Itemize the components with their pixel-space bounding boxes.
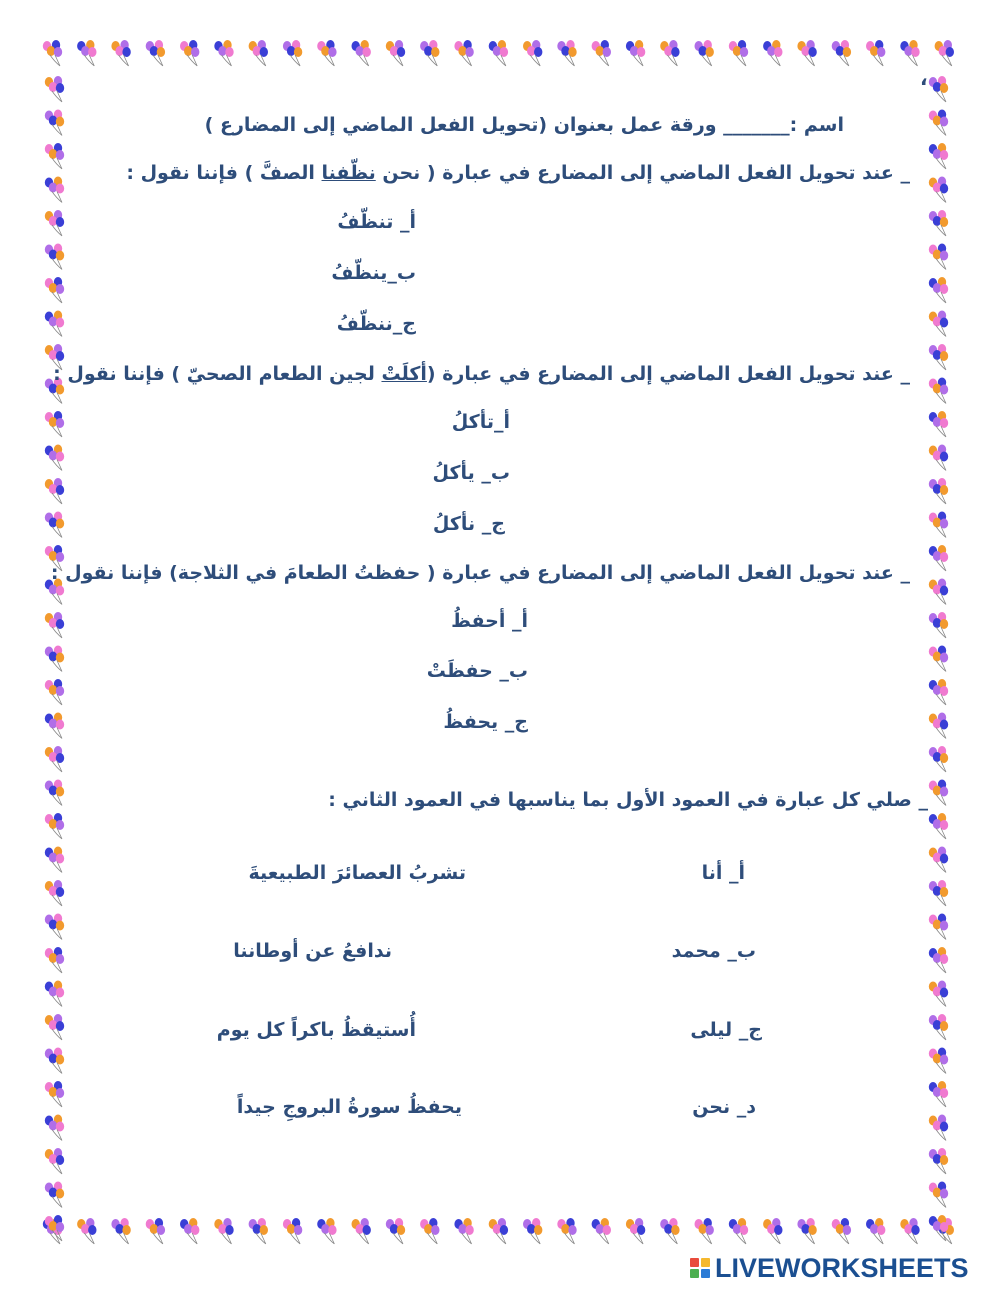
- balloon-cluster-icon: [77, 40, 96, 66]
- match-col2-item-2: ندافعُ عن أوطاننا: [233, 940, 392, 962]
- balloon-cluster-icon: [929, 914, 948, 940]
- balloon-cluster-icon: [45, 1182, 64, 1208]
- balloon-cluster-icon: [900, 40, 919, 66]
- balloon-cluster-icon: [660, 1218, 679, 1244]
- balloon-cluster-icon: [111, 40, 130, 66]
- balloon-border-left: [38, 36, 78, 1254]
- balloon-cluster-icon: [929, 981, 948, 1007]
- balloon-cluster-icon: [45, 1081, 64, 1107]
- question-2-suffix: لجين الطعام الصحيّ ) فإننا نقول :: [53, 363, 382, 385]
- balloon-cluster-icon: [146, 40, 165, 66]
- q1-option-c: ج_ننظّفُ: [336, 313, 416, 335]
- balloon-cluster-icon: [45, 445, 64, 471]
- balloon-cluster-icon: [214, 40, 233, 66]
- logo-blocks-icon: [690, 1258, 710, 1278]
- q3-option-c: ج_ يحفظُ: [443, 711, 528, 733]
- balloon-cluster-icon: [929, 545, 948, 571]
- balloon-cluster-icon: [557, 1218, 576, 1244]
- balloon-cluster-icon: [317, 40, 336, 66]
- match-col1-item-c: ج_ ليلى: [690, 1019, 762, 1041]
- balloon-cluster-icon: [45, 880, 64, 906]
- balloon-cluster-icon: [45, 277, 64, 303]
- balloon-cluster-icon: [929, 143, 948, 169]
- balloon-cluster-icon: [660, 40, 679, 66]
- balloon-border-top: [38, 36, 960, 76]
- balloon-cluster-icon: [929, 612, 948, 638]
- balloon-cluster-icon: [763, 40, 782, 66]
- balloon-cluster-icon: [929, 411, 948, 437]
- balloon-cluster-icon: [523, 40, 542, 66]
- balloon-cluster-icon: [929, 110, 948, 136]
- balloon-cluster-icon: [180, 1218, 199, 1244]
- balloon-cluster-icon: [180, 40, 199, 66]
- balloon-cluster-icon: [45, 847, 64, 873]
- balloon-cluster-icon: [45, 177, 64, 203]
- balloon-cluster-icon: [45, 1048, 64, 1074]
- balloon-cluster-icon: [929, 646, 948, 672]
- match-col2-item-4: يحفظُ سورةُ البروجِ جيداً: [236, 1096, 462, 1118]
- balloon-cluster-icon: [929, 1115, 948, 1141]
- balloon-cluster-icon: [45, 914, 64, 940]
- balloon-cluster-icon: [929, 947, 948, 973]
- balloon-cluster-icon: [45, 612, 64, 638]
- balloon-cluster-icon: [45, 1215, 64, 1241]
- question-2-prefix: _ عند تحويل الفعل الماضي إلى المضارع في عبارة (: [426, 363, 910, 385]
- balloon-cluster-icon: [929, 780, 948, 806]
- balloon-cluster-icon: [45, 478, 64, 504]
- question-2: [53, 363, 910, 385]
- balloon-cluster-icon: [489, 40, 508, 66]
- balloon-border-right: [922, 36, 962, 1254]
- balloon-cluster-icon: [77, 1218, 96, 1244]
- balloon-cluster-icon: [45, 679, 64, 705]
- balloon-cluster-icon: [929, 277, 948, 303]
- worksheet-title: اسم :_______ ورقة عمل بعنوان (تحويل الفعل الماضي إلى المضارع ): [204, 114, 844, 136]
- balloon-cluster-icon: [45, 1014, 64, 1040]
- balloon-cluster-icon: [45, 1148, 64, 1174]
- balloon-cluster-icon: [695, 40, 714, 66]
- q1-option-a: أ_ تنظّفُ: [337, 211, 416, 233]
- balloon-cluster-icon: [45, 76, 64, 102]
- balloon-cluster-icon: [454, 40, 473, 66]
- balloon-border-bottom: [38, 1214, 960, 1254]
- match-col2-item-3: أُستيقظُ باكراً كل يوم: [216, 1019, 416, 1041]
- balloon-cluster-icon: [626, 1218, 645, 1244]
- balloon-cluster-icon: [146, 1218, 165, 1244]
- balloon-cluster-icon: [929, 210, 948, 236]
- question-1: [126, 162, 910, 184]
- balloon-cluster-icon: [45, 411, 64, 437]
- balloon-cluster-icon: [797, 1218, 816, 1244]
- balloon-cluster-icon: [45, 210, 64, 236]
- match-col1-item-a: أ_ أنا: [701, 862, 745, 884]
- balloon-cluster-icon: [45, 813, 64, 839]
- q3-option-a: أ_ أحفظُ: [451, 610, 528, 632]
- balloon-cluster-icon: [489, 1218, 508, 1244]
- balloon-cluster-icon: [929, 311, 948, 337]
- balloon-cluster-icon: [523, 1218, 542, 1244]
- balloon-cluster-icon: [929, 880, 948, 906]
- balloon-cluster-icon: [45, 311, 64, 337]
- balloon-cluster-icon: [386, 1218, 405, 1244]
- question-1-prefix: _ عند تحويل الفعل الماضي إلى المضارع في عبارة ( نحن: [375, 162, 910, 184]
- balloon-cluster-icon: [929, 1081, 948, 1107]
- balloon-cluster-icon: [352, 40, 371, 66]
- match-col2-item-1: تشربُ العصائرَ الطبيعيةَ: [248, 862, 466, 884]
- balloon-cluster-icon: [420, 40, 439, 66]
- balloon-cluster-icon: [45, 244, 64, 270]
- balloon-cluster-icon: [592, 1218, 611, 1244]
- brand-name: LIVEWORKSHEETS: [715, 1252, 969, 1283]
- balloon-cluster-icon: [929, 378, 948, 404]
- liveworksheets-logo[interactable]: [690, 1253, 969, 1283]
- q2-option-a: أ_تأكلُ: [451, 411, 510, 433]
- stray-mark: ،: [920, 66, 928, 90]
- balloon-cluster-icon: [929, 478, 948, 504]
- balloon-cluster-icon: [283, 40, 302, 66]
- balloon-cluster-icon: [592, 40, 611, 66]
- q3-option-b: ب_ حفظَتْ: [426, 660, 528, 682]
- balloon-cluster-icon: [352, 1218, 371, 1244]
- balloon-cluster-icon: [929, 1148, 948, 1174]
- balloon-cluster-icon: [249, 40, 268, 66]
- balloon-cluster-icon: [249, 1218, 268, 1244]
- balloon-cluster-icon: [929, 813, 948, 839]
- balloon-cluster-icon: [929, 1014, 948, 1040]
- q2-option-c: ج_ نأكلُ: [432, 513, 505, 535]
- q1-option-b: ب_ينظّفُ: [331, 262, 416, 284]
- balloon-cluster-icon: [386, 40, 405, 66]
- balloon-cluster-icon: [557, 40, 576, 66]
- balloon-cluster-icon: [929, 713, 948, 739]
- balloon-cluster-icon: [929, 579, 948, 605]
- balloon-cluster-icon: [45, 646, 64, 672]
- match-col1-item-d: د_ نحن: [692, 1096, 756, 1118]
- balloon-cluster-icon: [797, 40, 816, 66]
- balloon-cluster-icon: [111, 1218, 130, 1244]
- balloon-cluster-icon: [45, 110, 64, 136]
- balloon-cluster-icon: [929, 847, 948, 873]
- balloon-cluster-icon: [929, 512, 948, 538]
- balloon-cluster-icon: [832, 1218, 851, 1244]
- balloon-cluster-icon: [929, 76, 948, 102]
- question-4-instruction: _ صلي كل عبارة في العمود الأول بما يناسبها في العمود الثاني :: [328, 789, 928, 811]
- balloon-cluster-icon: [45, 746, 64, 772]
- balloon-cluster-icon: [929, 679, 948, 705]
- match-col1-item-b: ب_ محمد: [671, 940, 756, 962]
- balloon-cluster-icon: [832, 40, 851, 66]
- balloon-cluster-icon: [900, 1218, 919, 1244]
- balloon-cluster-icon: [763, 1218, 782, 1244]
- question-1-underlined-verb: نظّفنا: [321, 162, 376, 184]
- balloon-cluster-icon: [45, 947, 64, 973]
- balloon-cluster-icon: [454, 1218, 473, 1244]
- balloon-cluster-icon: [695, 1218, 714, 1244]
- balloon-cluster-icon: [214, 1218, 233, 1244]
- question-3: _ عند تحويل الفعل الماضي إلى المضارع في عبارة ( حفظتُ الطعامَ في الثلاجة) فإننا نقول :: [50, 562, 910, 584]
- balloon-cluster-icon: [929, 344, 948, 370]
- balloon-cluster-icon: [729, 1218, 748, 1244]
- q2-option-b: ب_ يأكلُ: [432, 462, 510, 484]
- balloon-cluster-icon: [317, 1218, 336, 1244]
- balloon-cluster-icon: [866, 1218, 885, 1244]
- balloon-cluster-icon: [929, 445, 948, 471]
- balloon-cluster-icon: [929, 1048, 948, 1074]
- balloon-cluster-icon: [45, 512, 64, 538]
- balloon-cluster-icon: [45, 780, 64, 806]
- balloon-cluster-icon: [626, 40, 645, 66]
- balloon-cluster-icon: [929, 1215, 948, 1241]
- balloon-cluster-icon: [929, 1182, 948, 1208]
- balloon-cluster-icon: [45, 981, 64, 1007]
- balloon-cluster-icon: [729, 40, 748, 66]
- balloon-cluster-icon: [929, 177, 948, 203]
- balloon-cluster-icon: [45, 143, 64, 169]
- balloon-cluster-icon: [283, 1218, 302, 1244]
- balloon-cluster-icon: [929, 746, 948, 772]
- balloon-cluster-icon: [45, 713, 64, 739]
- question-1-suffix: الصفَّ ) فإننا نقول :: [126, 162, 322, 184]
- balloon-cluster-icon: [929, 244, 948, 270]
- balloon-cluster-icon: [866, 40, 885, 66]
- balloon-cluster-icon: [45, 1115, 64, 1141]
- question-2-underlined-verb: أكلَتْ: [381, 363, 427, 385]
- balloon-cluster-icon: [420, 1218, 439, 1244]
